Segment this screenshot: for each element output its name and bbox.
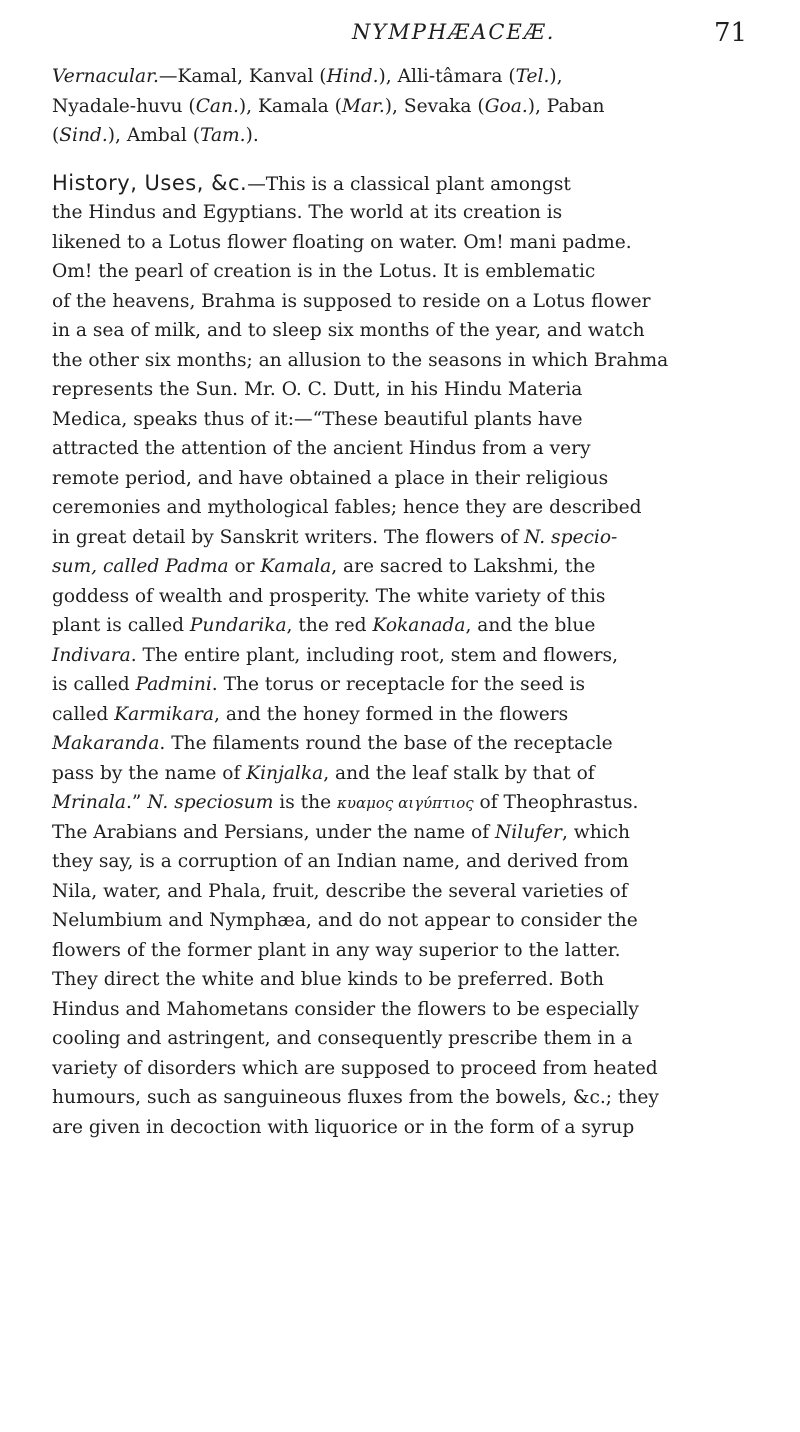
sanskrit-term: Karmikara: [114, 703, 214, 725]
sanskrit-term: Kokanada: [372, 615, 466, 636]
sanskrit-term: Kamala: [260, 556, 332, 577]
vernacular-line-1: [52, 62, 762, 92]
arabic-term: Nilufer: [495, 821, 562, 843]
history-line: They direct the white and blue kinds to be preferred. Both: [52, 969, 604, 990]
text-span: . The torus or receptacle for the seed is: [211, 674, 585, 695]
sanskrit-term: Padmini: [135, 674, 212, 695]
lang-abbrev: Tel.: [515, 66, 550, 87]
text-span: . The filaments round the base of the receptacle: [159, 733, 613, 754]
history-line: are given in decoction with liquorice or in the form of a syrup: [52, 1116, 635, 1138]
lang-abbrev: Sind.: [59, 125, 108, 146]
text-span: , are sacred to Lakshmi, the: [331, 556, 596, 577]
page-number: 71: [714, 18, 748, 48]
history-line: [52, 523, 762, 553]
text-span: is the: [273, 792, 338, 813]
history-line: [52, 552, 762, 582]
vernacular-line-3: [52, 121, 762, 151]
sanskrit-term: Makaranda: [52, 733, 160, 754]
text-span: ), Sevaka (: [384, 95, 485, 117]
history-line: [52, 818, 762, 848]
species-name: N. specio-: [524, 526, 618, 548]
text-span: pass by the name of: [52, 762, 247, 784]
history-line: ceremonies and mythological fables; hence they are described: [52, 497, 642, 518]
text-span: sum, called: [52, 556, 166, 577]
lang-abbrev: Goa.: [484, 95, 528, 117]
history-line: in a sea of milk, and to sleep six months of the year, and watch: [52, 320, 645, 341]
species-name: N. speciosum: [147, 792, 274, 813]
lang-abbrev: Can.: [195, 95, 239, 117]
history-line: [52, 611, 762, 641]
history-line: the Hindus and Egyptians. The world at its creation is: [52, 202, 563, 223]
history-line: the other six months; an allusion to the seasons in which Brahma: [52, 349, 669, 371]
sanskrit-term: Mrinala: [52, 792, 126, 813]
text-span: (: [52, 125, 60, 146]
text-span: or: [228, 556, 261, 577]
text-span: ),: [549, 66, 563, 87]
history-line: cooling and astringent, and consequently prescribe them in a: [52, 1028, 633, 1049]
history-line: [52, 700, 762, 730]
history-line: humours, such as sanguineous fluxes from the bowels, &c.; they: [52, 1087, 659, 1108]
text-span: ), Kamala (: [238, 95, 342, 117]
history-line: Nila, water, and Phala, fruit, describe the several varieties of: [52, 880, 628, 902]
text-span: .”: [125, 792, 148, 813]
text-span: . The entire plant, including root, stem and flowers,: [130, 644, 619, 666]
text-span: , and the leaf stalk by that of: [323, 762, 595, 784]
history-line: [52, 759, 762, 789]
history-line: of the heavens, Brahma is supposed to reside on a Lotus flower: [52, 290, 651, 312]
text-span: , which: [561, 821, 631, 843]
history-line: [52, 641, 762, 671]
text-span: , and the honey formed in the flowers: [214, 703, 569, 725]
text-span: ), Alli-tâmara (: [378, 66, 516, 87]
sanskrit-term: Pundarika: [189, 615, 287, 636]
history-line: [52, 670, 762, 700]
running-head: NYMPHÆACEÆ.: [352, 20, 556, 44]
greek-term: κυαμος αιγύπτιος: [337, 794, 474, 812]
history-line: goddess of wealth and prosperity. The white variety of this: [52, 585, 606, 607]
history-line: remote period, and have obtained a place in their religious: [52, 467, 609, 489]
sanskrit-term: Padma: [165, 556, 229, 577]
body-text: [52, 62, 762, 1142]
text-span: , and the blue: [465, 615, 596, 636]
text-span: plant is called: [52, 615, 190, 636]
text-span: Nyadale-huvu (: [52, 95, 196, 117]
text-span: called: [52, 703, 115, 725]
text-span: ), Ambal (: [107, 125, 200, 146]
lang-abbrev: Mar.: [341, 95, 385, 117]
history-line: Om! the pearl of creation is in the Lotus. It is emblematic: [52, 261, 596, 282]
vernacular-label: Vernacular.: [52, 66, 159, 87]
text-span: —Kamal, Kanval (: [158, 66, 327, 87]
paragraph-gap: [52, 151, 762, 169]
lang-abbrev: Tam.: [199, 125, 246, 146]
history-line: Hindus and Mahometans consider the flowers to be especially: [52, 998, 639, 1020]
history-line: Medica, speaks thus of it:—“These beautiful plants have: [52, 408, 583, 430]
text-span: —This is a classical plant amongst: [247, 173, 571, 195]
text-span: ).: [245, 125, 259, 146]
sanskrit-term: Indivara: [52, 644, 131, 666]
history-line: [52, 788, 762, 818]
history-line: Nelumbium and Nymphæa, and do not appear to consider the: [52, 910, 638, 931]
text-span: , the red: [286, 615, 373, 636]
text-span: is called: [52, 674, 136, 695]
history-line: [52, 169, 762, 199]
text-span: The Arabians and Persians, under the name of: [52, 821, 496, 843]
text-span: of Theophrastus.: [473, 792, 639, 813]
history-line: represents the Sun. Mr. O. C. Dutt, in his Hindu Materia: [52, 379, 583, 400]
history-line: attracted the attention of the ancient Hindus from a very: [52, 438, 591, 459]
lang-abbrev: Hind.: [326, 66, 379, 87]
vernacular-line-2: [52, 92, 762, 122]
history-line: flowers of the former plant in any way superior to the latter.: [52, 939, 621, 961]
history-line: variety of disorders which are supposed to proceed from heated: [52, 1057, 658, 1079]
history-line: likened to a Lotus flower floating on water. Om! mani padme.: [52, 231, 632, 253]
text-span: ), Paban: [527, 95, 605, 117]
section-heading: History, Uses, &c.: [52, 170, 248, 195]
text-span: in great detail by Sanskrit writers. The flowers of: [52, 526, 525, 548]
page-header: [0, 16, 800, 56]
history-line: [52, 729, 762, 759]
sanskrit-term: Kinjalka: [246, 762, 324, 784]
history-line: they say, is a corruption of an Indian name, and derived from: [52, 851, 629, 872]
